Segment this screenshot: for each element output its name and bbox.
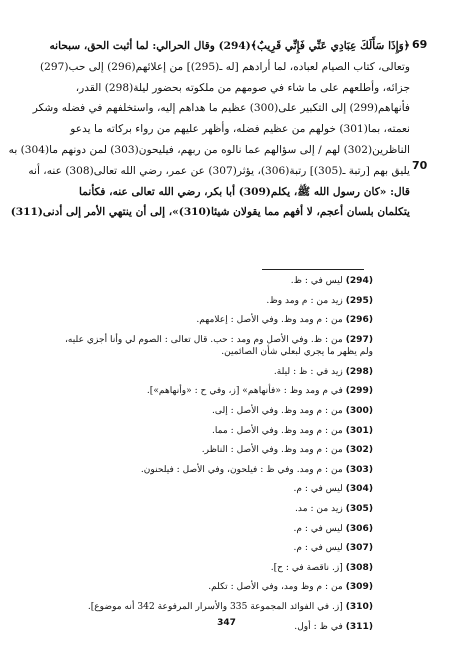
footnote: (295) زيد من : م ومد وظ. bbox=[266, 295, 373, 306]
footnote: (309) من : م وظ ومد، وفي الأصل : تكلم. bbox=[208, 582, 373, 593]
text-line: نعمته، بما(301) خولهم من عظيم فضله، وأظهر عليهم من رواء بركاته ما يدعو bbox=[70, 123, 410, 136]
text-line: يليق بهم [رتبة ـ(305)] رتبة(306)، يؤثر(307) عن عمر، رضي الله تعالى(308) عنه، أنه bbox=[28, 164, 410, 177]
footnote-separator bbox=[262, 269, 364, 270]
main-text-body bbox=[8, 36, 410, 223]
footnote: (305) زيد من : مد. bbox=[295, 503, 373, 514]
footnote: (306) ليس في : م. bbox=[293, 523, 373, 534]
footnote: (296) من : م ومد وظ. وفي الأصل : إعلامهم. bbox=[196, 315, 373, 326]
page-number: 347 bbox=[217, 618, 236, 628]
footnote: (310) [ز. في الفوائد المجموعة 335 والأسرار المرفوعة 342 أنه موضوع]. bbox=[87, 601, 373, 612]
text-line: وتعالى، كتاب الصيام لعباده، لما أرادهم [له ـ(295)] من إعلائهم(296) إلى حب(297) bbox=[39, 60, 410, 73]
footnote: (299) في م ومد وظ : «فأنهاهم» [ز، وفي ح : «وأنهاهم»]. bbox=[146, 386, 373, 397]
footnote: (301) من : م ومد وظ. وفي الأصل : مما. bbox=[211, 425, 373, 436]
text-line: قال: «كان رسول الله ﷺ، يكلم(309) أبا بكر، رضي الله تعالى عنه، فكأنما bbox=[79, 185, 410, 198]
text-line: الناظرين(302) لهم / إلى سؤالهم عما نالوه من ربهم، فيليحون(303) لمن دونهم ما(304) به bbox=[8, 143, 410, 156]
paragraph-number: 70 bbox=[412, 159, 428, 172]
text-line: يتكلمان بلسان أعجم، لا أفهم مما يقولان شيئا(310)»، إلى أن ينتهي الأمر إلى أدنى(311) bbox=[10, 206, 410, 219]
footnote: (298) زيد في : ظ : ليلة. bbox=[273, 366, 373, 377]
footnote: (303) من : م ومد. وفي ظ : فيلحون، وفي الأصل : فيلحنون. bbox=[140, 464, 373, 475]
footnote: (307) ليس في : م. bbox=[293, 543, 373, 554]
footnote: (304) ليس في : م. bbox=[293, 484, 373, 495]
text-line: فأنهاهم(299) إلى التكبير على(300) عظيم ما هداهم إليه، واستخلفهم في فضله وشكر bbox=[32, 102, 410, 115]
footnote: (294) ليس في : ظ. bbox=[290, 276, 373, 286]
footnote: (311) في ظ : أول. bbox=[294, 621, 373, 632]
text-line: ﴿وَإِذَا سَأَلَكَ عِبَادِي عَنِّي فَإِنِّي قَرِيبٌ﴾(294) وقال الحرالي: لما أثبت الحق، سبحانه bbox=[49, 40, 410, 52]
footnote: (308) [ز. ناقصة في : ح]. bbox=[270, 562, 373, 573]
footnote: (297) من : ظ. وفي الأصل وم ومد : حب. قال تعالى : الصوم لي وأنا أجزي عليه، ولم يظهر ما يجري لبعلي شأن الصائمين. bbox=[65, 334, 373, 358]
footnote: (300) من : م ومد وظ. وفي الأصل : إلى. bbox=[211, 405, 373, 416]
paragraph-number: 69 bbox=[412, 38, 428, 51]
text-line: جزائه، وأطلعهم على ما شاء في صومهم من ملكوته بحضور ليلة(298) القدر، bbox=[75, 81, 410, 94]
footnote: (302) من : م ومد وظ. وفي الأصل : الناظر. bbox=[201, 445, 373, 456]
footnotes-list bbox=[55, 272, 373, 637]
